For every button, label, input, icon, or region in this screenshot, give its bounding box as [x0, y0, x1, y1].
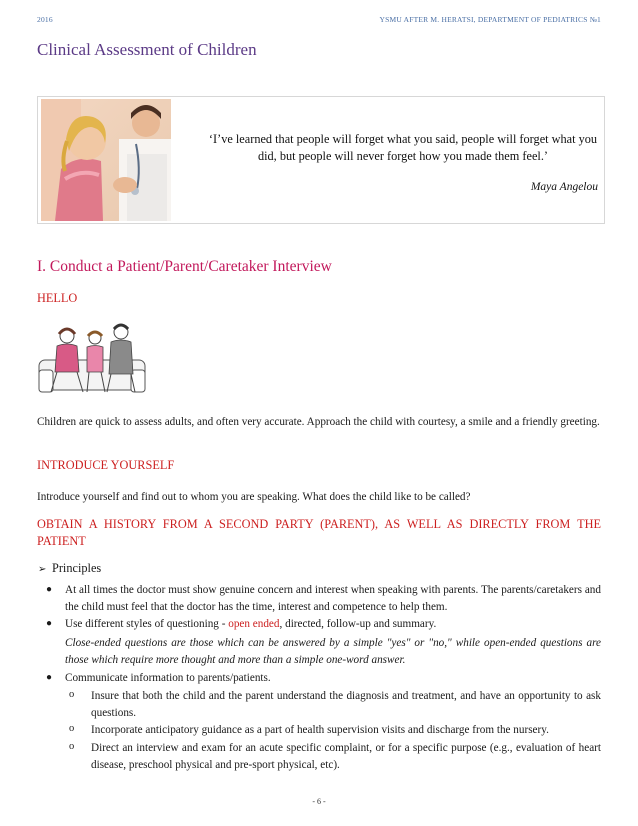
bullet-communicate-text: Communicate information to parents/patients. [65, 672, 271, 684]
bullet-dot-icon: ● [46, 672, 53, 683]
bullet-dot-icon: ● [46, 618, 53, 629]
bullet-questioning-post: , directed, follow-up and summary. [279, 618, 437, 630]
quote-author: Maya Angelou [530, 181, 598, 193]
hello-heading: HELLO [37, 291, 78, 305]
doctor-child-photo [41, 99, 171, 221]
circle-bullet-icon: o [69, 723, 75, 734]
sub-bullet-guidance-text: Incorporate anticipatory guidance as a part of health supervision visits and discharge from the nursery. [91, 724, 549, 736]
quote-box [37, 96, 605, 224]
header-institution: YSMU AFTER M. HERATSI, DEPARTMENT OF PEDIATRICS №1 [379, 15, 601, 24]
bullet-concern-text: At all times the doctor must show genuine concern and interest when speaking with parents. The parents/caretakers and the child must feel that the doctor has the time, interest and competence to help them. [65, 584, 601, 613]
section-heading: I. Conduct a Patient/Parent/Caretaker Interview [37, 258, 332, 275]
sub-bullet-guidance [69, 722, 601, 739]
bullet-communicate [46, 670, 601, 687]
principles-item [38, 561, 101, 576]
hello-paragraph: Children are quick to assess adults, and often very accurate. Approach the child with courtesy, a smile and a friendly greeting. [37, 416, 600, 428]
introduce-heading: INTRODUCE YOURSELF [37, 458, 175, 472]
circle-bullet-icon: o [69, 689, 75, 700]
questioning-note: Close-ended questions are those which can be answered by a simple "yes" or "no," while open-ended questions are those which require more thought and more than a simple one-word answer. [65, 637, 601, 666]
sub-bullet-understand [69, 688, 601, 721]
bullet-questioning-pre: Use different styles of questioning - [65, 618, 229, 630]
sub-bullet-interview-text: Direct an interview and exam for an acute specific complaint, or for a specific purpose (e.g., evaluation of heart disease, preschool physical and pre-sport physical, etc). [91, 742, 601, 771]
sub-bullet-understand-text: Insure that both the child and the parent understand the diagnosis and treatment, and have an opportunity to ask questions. [91, 690, 601, 719]
bullet-dot-icon: ● [46, 584, 53, 595]
quote-text: ‘I’ve learned that people will forget what you said, people will forget what you did, but people will never forget how you made them feel.’ [208, 132, 598, 163]
document-title: Clinical Assessment of Children [37, 40, 257, 59]
history-heading: OBTAIN A HISTORY FROM A SECOND PARTY (PARENT), AS WELL AS DIRECTLY FROM THE PATIENT [37, 517, 601, 548]
sub-bullet-interview [69, 740, 601, 773]
family-sketch-illustration [37, 316, 149, 396]
principles-title: Principles [52, 561, 102, 575]
header-year: 2016 [37, 15, 53, 24]
page-number: - 6 - [312, 797, 326, 806]
bullet-questioning [46, 616, 601, 633]
introduce-paragraph: Introduce yourself and find out to whom you are speaking. What does the child like to be called? [37, 491, 471, 503]
arrow-bullet-icon: ➢ [38, 564, 47, 575]
circle-bullet-icon: o [69, 741, 75, 752]
bullet-concern [46, 582, 601, 615]
open-ended-term: open ended [228, 618, 280, 630]
